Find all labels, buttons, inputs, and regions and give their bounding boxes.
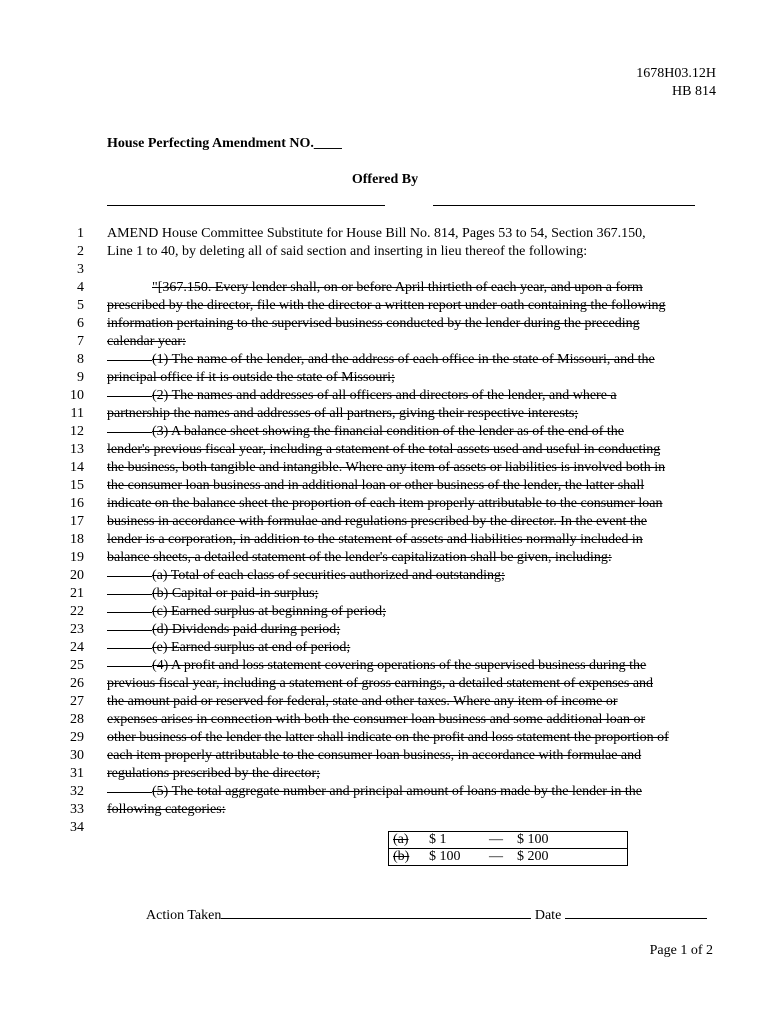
line-number: 9 bbox=[77, 370, 84, 385]
range-from: $ 100 bbox=[429, 849, 461, 864]
indent-space bbox=[107, 603, 152, 613]
line-content: other business of the lender the latter shall indicate on the profit and loss statement the proportion of bbox=[107, 730, 669, 745]
line-text bbox=[107, 279, 643, 297]
table-row bbox=[389, 849, 628, 866]
line-number: 25 bbox=[70, 658, 84, 673]
indent-space bbox=[107, 423, 152, 433]
line-content: business in accordance with formulae and regulations prescribed by the director. In the event the bbox=[107, 514, 647, 529]
line-text bbox=[107, 225, 646, 243]
line-text bbox=[107, 459, 665, 477]
action-taken-row bbox=[146, 906, 707, 924]
line-text bbox=[107, 405, 578, 423]
line-text bbox=[107, 297, 665, 315]
indent-space bbox=[107, 783, 152, 793]
indent-space bbox=[107, 387, 152, 397]
line-text bbox=[107, 549, 612, 567]
line-number: 22 bbox=[70, 604, 84, 619]
line-content: principal office if it is outside the state of Missouri; bbox=[107, 370, 395, 385]
line-text bbox=[107, 441, 660, 459]
line-number: 10 bbox=[70, 388, 84, 403]
line-text bbox=[107, 657, 646, 675]
offered-by-label: Offered By bbox=[351, 172, 419, 187]
line-number: 4 bbox=[77, 280, 84, 295]
bill-number: HB 814 bbox=[672, 84, 716, 99]
line-text bbox=[107, 621, 340, 639]
line-text bbox=[107, 783, 642, 801]
line-content: Line 1 to 40, by deleting all of said section and inserting in lieu thereof the following: bbox=[107, 244, 588, 259]
date-line[interactable] bbox=[565, 906, 707, 919]
line-content: expenses arises in connection with both the consumer loan business and some additional loan or bbox=[107, 712, 646, 727]
line-number: 14 bbox=[70, 460, 84, 475]
line-number: 12 bbox=[70, 424, 84, 439]
line-text bbox=[107, 243, 587, 261]
line-content: AMEND House Committee Substitute for House Bill No. 814, Pages 53 to 54, Section 367.150, bbox=[107, 226, 646, 241]
line-number: 16 bbox=[70, 496, 84, 511]
line-number: 3 bbox=[77, 262, 84, 277]
loan-category-table bbox=[388, 831, 628, 866]
text-line bbox=[0, 549, 770, 567]
line-content: (a) Total of each class of securities authorized and outstanding; bbox=[152, 568, 505, 583]
text-line bbox=[0, 495, 770, 513]
line-text bbox=[107, 333, 186, 351]
line-text bbox=[107, 639, 350, 657]
text-line bbox=[0, 747, 770, 765]
line-number: 23 bbox=[70, 622, 84, 637]
line-number: 19 bbox=[70, 550, 84, 565]
line-number: 6 bbox=[77, 316, 84, 331]
line-content: indicate on the balance sheet the proportion of each item properly attributable to the consumer loan bbox=[107, 496, 663, 511]
line-text bbox=[107, 315, 640, 333]
line-number: 2 bbox=[77, 244, 84, 259]
line-content: calendar year: bbox=[107, 334, 186, 349]
line-content: "[367.150. Every lender shall, on or before April thirtieth of each year, and upon a form bbox=[152, 280, 643, 295]
range-dash: — bbox=[489, 832, 503, 847]
line-number: 8 bbox=[77, 352, 84, 367]
text-line bbox=[0, 423, 770, 441]
line-number: 32 bbox=[70, 784, 84, 799]
line-text bbox=[107, 693, 618, 711]
indent-space bbox=[107, 657, 152, 667]
indent-space bbox=[107, 639, 152, 649]
table-row bbox=[389, 832, 628, 849]
line-text bbox=[107, 369, 395, 387]
text-line bbox=[0, 693, 770, 711]
line-number: 15 bbox=[70, 478, 84, 493]
line-text bbox=[107, 567, 505, 585]
line-text bbox=[107, 585, 318, 603]
line-content: (3) A balance sheet showing the financial condition of the lender as of the end of the bbox=[152, 424, 624, 439]
line-content: prescribed by the director, file with the director a written report under oath containing the following bbox=[107, 298, 666, 313]
indent-space bbox=[107, 567, 152, 577]
text-line bbox=[0, 315, 770, 333]
line-content: lender is a corporation, in addition to the statement of assets and liabilities normally included in bbox=[107, 532, 643, 547]
range-from: $ 1 bbox=[429, 832, 447, 847]
line-content: the business, both tangible and intangible. Where any item of assets or liabilities is involved both in bbox=[107, 460, 666, 475]
text-line bbox=[0, 441, 770, 459]
line-text bbox=[107, 801, 226, 819]
line-content: (4) A profit and loss statement covering operations of the supervised business during the bbox=[152, 658, 647, 673]
line-number: 13 bbox=[70, 442, 84, 457]
text-line bbox=[0, 297, 770, 315]
text-line bbox=[0, 585, 770, 603]
text-line bbox=[0, 225, 770, 243]
line-content: (d) Dividends paid during period; bbox=[152, 622, 341, 637]
text-line bbox=[0, 603, 770, 621]
signature-line-right bbox=[433, 205, 695, 206]
line-content: (c) Earned surplus at beginning of period; bbox=[152, 604, 387, 619]
range-to: $ 200 bbox=[517, 849, 549, 864]
line-content: following categories: bbox=[107, 802, 226, 817]
text-line bbox=[0, 261, 770, 279]
line-content: the amount paid or reserved for federal, state and other taxes. Where any item of income or bbox=[107, 694, 618, 709]
line-text bbox=[107, 747, 641, 765]
range-to: $ 100 bbox=[517, 832, 549, 847]
line-text bbox=[107, 675, 653, 693]
line-number: 30 bbox=[70, 748, 84, 763]
text-line bbox=[0, 729, 770, 747]
line-number: 27 bbox=[70, 694, 84, 709]
text-line bbox=[0, 405, 770, 423]
text-line bbox=[0, 243, 770, 261]
line-number: 21 bbox=[70, 586, 84, 601]
line-content: (1) The name of the lender, and the address of each office in the state of Missouri, and the bbox=[152, 352, 655, 367]
line-content: (e) Earned surplus at end of period; bbox=[152, 640, 351, 655]
line-text bbox=[107, 711, 645, 729]
line-number: 24 bbox=[70, 640, 84, 655]
text-line bbox=[0, 621, 770, 639]
line-text bbox=[107, 387, 617, 405]
row-label: (a) bbox=[389, 832, 426, 849]
text-line bbox=[0, 657, 770, 675]
text-line bbox=[0, 513, 770, 531]
line-text bbox=[107, 423, 624, 441]
text-line bbox=[0, 675, 770, 693]
line-number: 29 bbox=[70, 730, 84, 745]
line-content: (5) The total aggregate number and principal amount of loans made by the lender in the bbox=[152, 784, 642, 799]
line-content: lender's previous fiscal year, including a statement of the total assets used and useful in conducting bbox=[107, 442, 661, 457]
range-dash: — bbox=[489, 849, 503, 864]
line-number: 33 bbox=[70, 802, 84, 817]
row-label: (b) bbox=[389, 849, 426, 866]
line-number: 26 bbox=[70, 676, 84, 691]
amendment-title: House Perfecting Amendment NO.____ bbox=[107, 136, 342, 151]
action-taken-line[interactable] bbox=[221, 906, 531, 919]
text-line bbox=[0, 387, 770, 405]
indent-space bbox=[107, 585, 152, 595]
line-number: 20 bbox=[70, 568, 84, 583]
text-line bbox=[0, 279, 770, 297]
text-line bbox=[0, 783, 770, 801]
numbered-text-body bbox=[0, 225, 770, 837]
line-text bbox=[107, 603, 386, 621]
line-number: 11 bbox=[70, 406, 84, 421]
line-text bbox=[107, 513, 647, 531]
line-content: partnership the names and addresses of all partners, giving their respective interests; bbox=[107, 406, 579, 421]
line-number: 7 bbox=[77, 334, 84, 349]
text-line bbox=[0, 369, 770, 387]
text-line bbox=[0, 459, 770, 477]
line-number: 31 bbox=[70, 766, 84, 781]
line-text bbox=[107, 495, 663, 513]
line-content: information pertaining to the supervised business conducted by the lender during the preceding bbox=[107, 316, 640, 331]
line-content: the consumer loan business and in additional loan or other business of the lender, the latter shall bbox=[107, 478, 645, 493]
text-line bbox=[0, 819, 770, 837]
text-line bbox=[0, 477, 770, 495]
line-text bbox=[107, 351, 655, 369]
line-text bbox=[107, 765, 320, 783]
text-line bbox=[0, 351, 770, 369]
row-range bbox=[425, 849, 628, 866]
line-content: (2) The names and addresses of all officers and directors of the lender, and where a bbox=[152, 388, 617, 403]
text-line bbox=[0, 765, 770, 783]
text-line bbox=[0, 531, 770, 549]
signature-line-left bbox=[107, 205, 385, 206]
line-content: balance sheets, a detailed statement of the lender's capitalization shall be given, including: bbox=[107, 550, 612, 565]
date-label: Date bbox=[534, 908, 562, 923]
line-text bbox=[107, 729, 669, 747]
line-text bbox=[107, 477, 644, 495]
indent-space bbox=[107, 621, 152, 631]
action-taken-label: Action Taken bbox=[146, 908, 222, 923]
text-line bbox=[0, 801, 770, 819]
line-text bbox=[107, 531, 643, 549]
line-content: each item properly attributable to the consumer loan business, in accordance with formulae and bbox=[107, 748, 642, 763]
line-number: 28 bbox=[70, 712, 84, 727]
line-number: 34 bbox=[70, 820, 84, 835]
text-line bbox=[0, 711, 770, 729]
line-content: previous fiscal year, including a statement of gross earnings, a detailed statement of expenses and bbox=[107, 676, 654, 691]
line-number: 18 bbox=[70, 532, 84, 547]
text-line bbox=[0, 567, 770, 585]
text-line bbox=[0, 639, 770, 657]
row-range bbox=[425, 832, 628, 849]
line-number: 5 bbox=[77, 298, 84, 313]
indent-space bbox=[107, 351, 152, 361]
line-number: 1 bbox=[77, 226, 84, 241]
page-number: Page 1 of 2 bbox=[649, 943, 713, 958]
line-content: (b) Capital or paid-in surplus; bbox=[152, 586, 319, 601]
line-content: regulations prescribed by the director; bbox=[107, 766, 321, 781]
line-number: 17 bbox=[70, 514, 84, 529]
text-line bbox=[0, 333, 770, 351]
doc-code: 1678H03.12H bbox=[636, 66, 716, 81]
